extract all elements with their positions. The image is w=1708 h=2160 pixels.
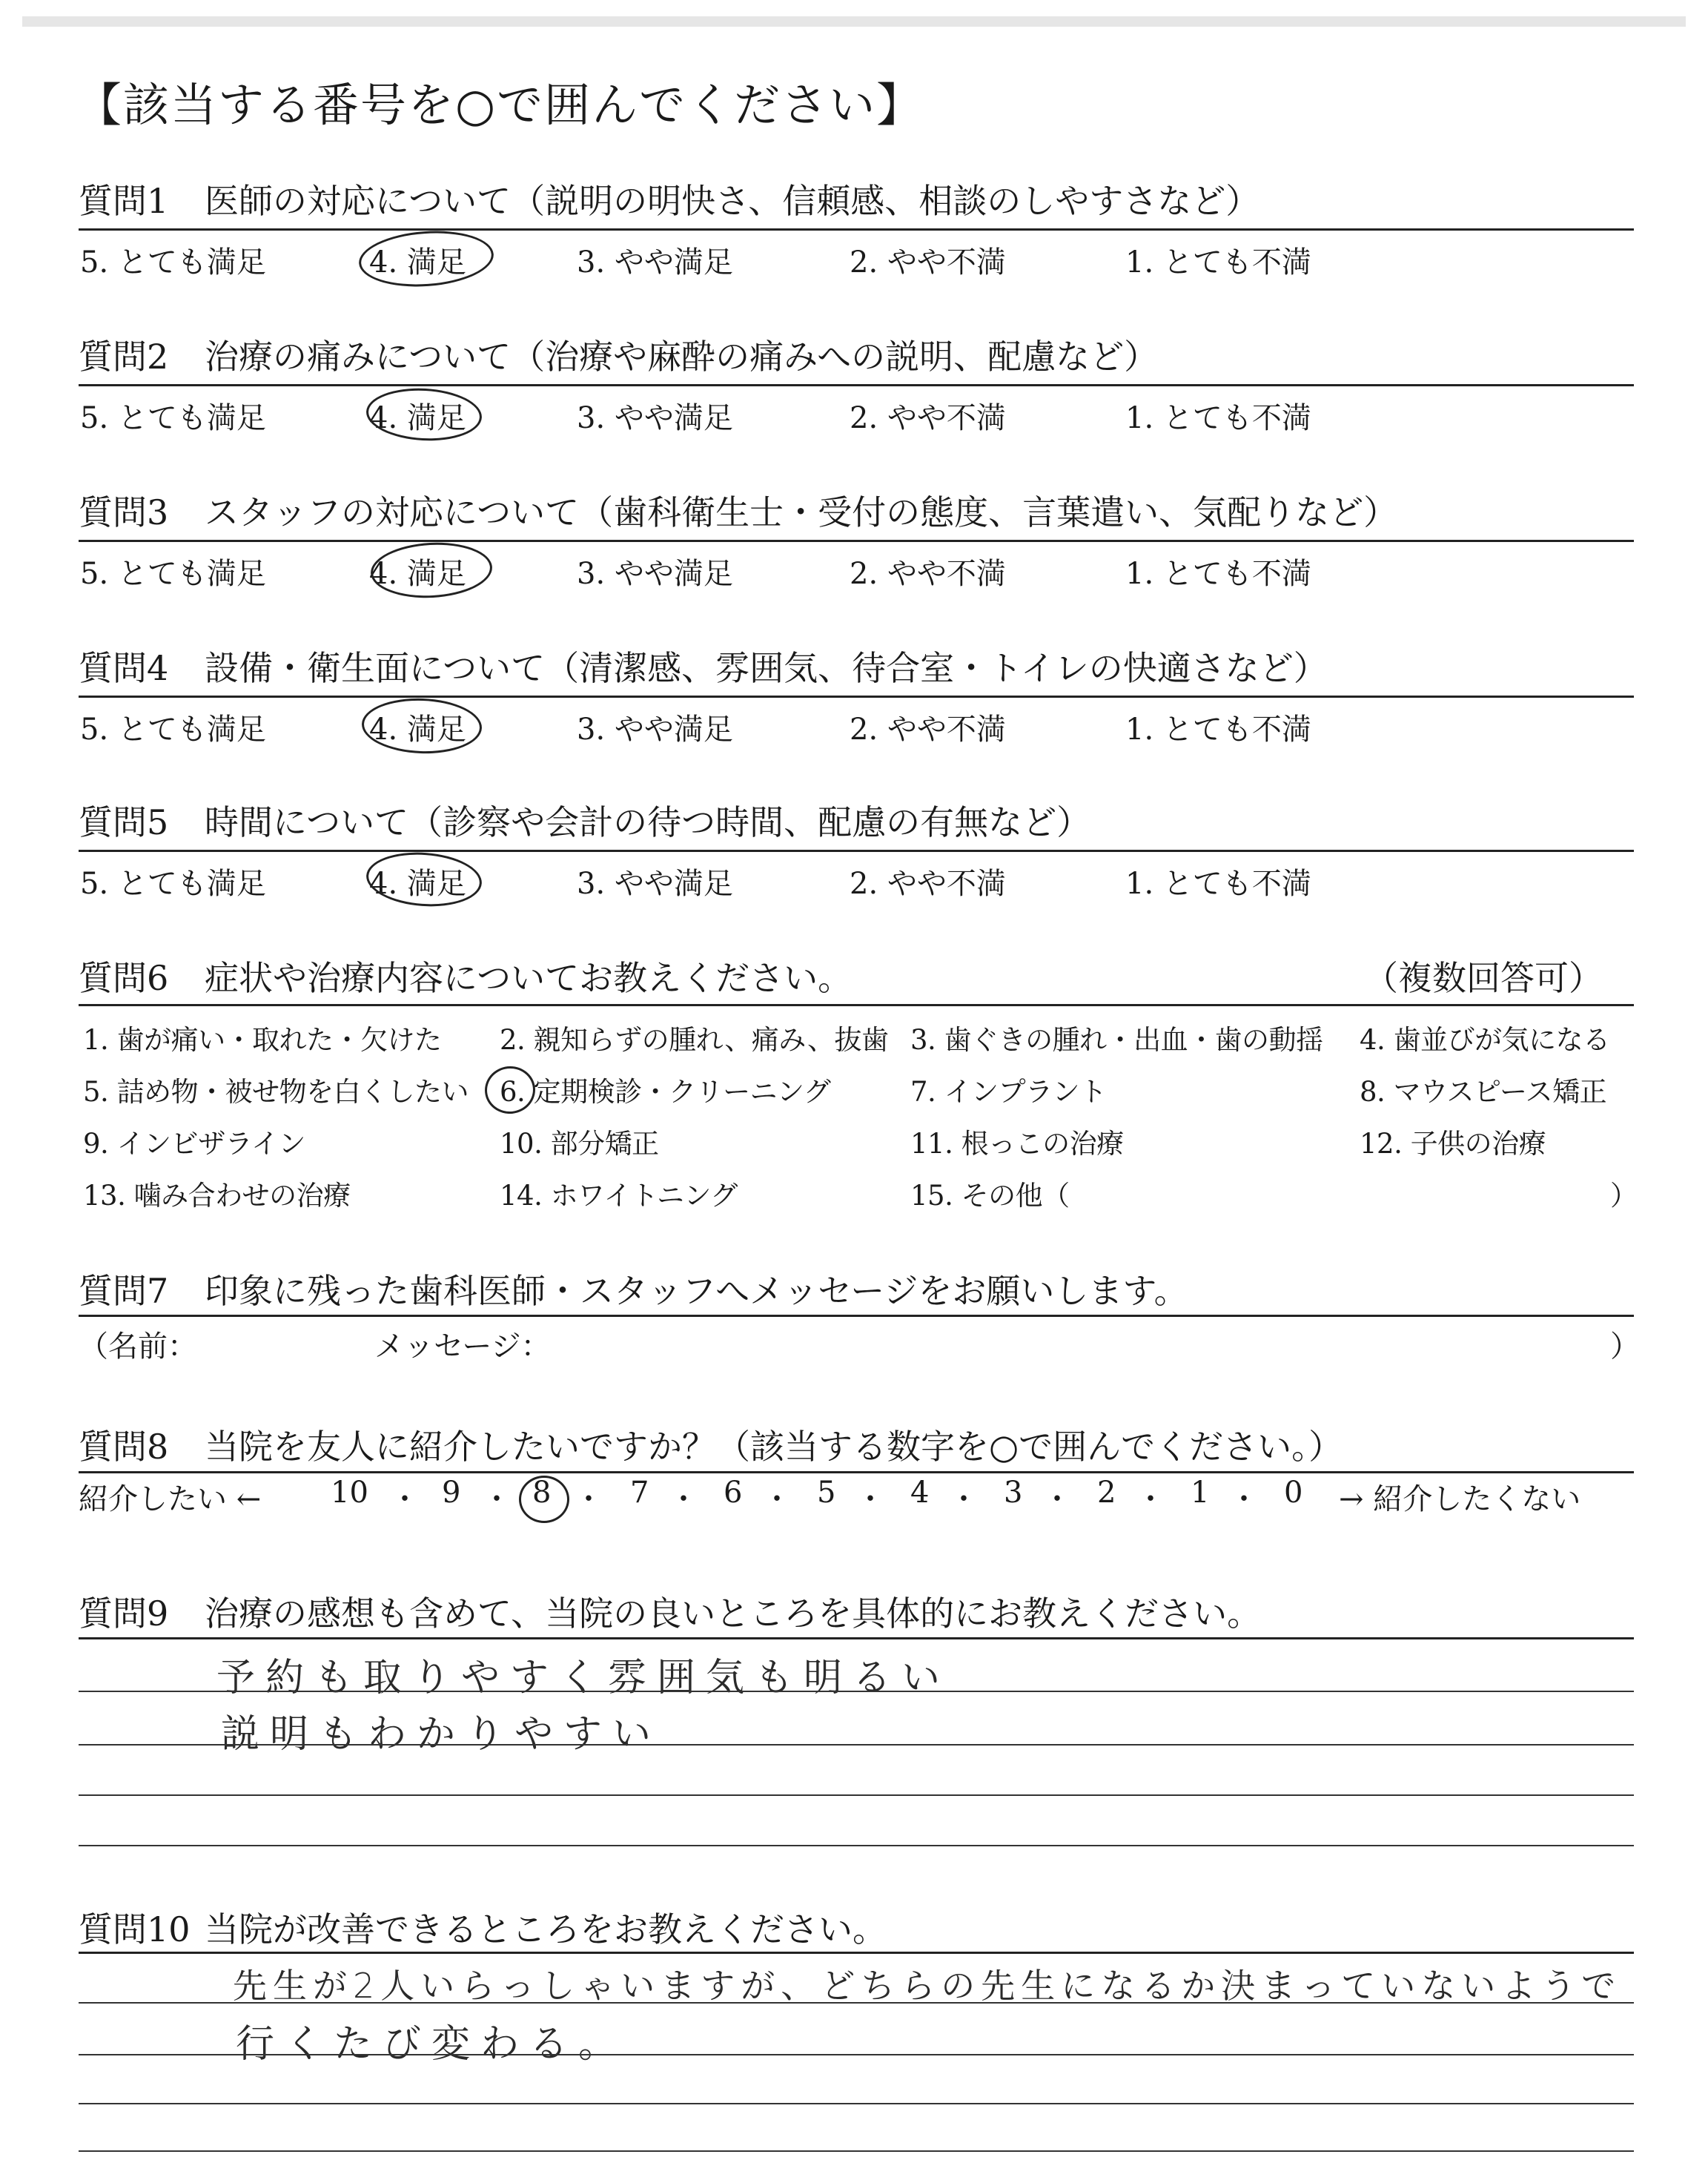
question-3-title: 質問3 スタッフの対応について（歯科衛生士・受付の態度、言葉遣い、気配りなど） — [79, 492, 1398, 532]
q8-dot: ・ — [1136, 1482, 1165, 1516]
writing-line — [79, 2054, 1634, 2055]
q5-option-2[interactable]: 2. やや不満 — [850, 867, 1006, 901]
q6-other-close-paren: ） — [1610, 1180, 1638, 1212]
scan-top-edge — [22, 16, 1686, 27]
question-2-rule — [79, 384, 1634, 386]
q8-score-2[interactable]: 2 — [1097, 1476, 1116, 1510]
question-5-title: 質問5 時間について（診察や会計の待つ時間、配慮の有無など） — [79, 802, 1091, 842]
q8-score-1[interactable]: 1 — [1191, 1476, 1210, 1510]
q6-option-10[interactable]: 10. 部分矯正 — [500, 1128, 659, 1160]
q5-option-1[interactable]: 1. とても不満 — [1125, 867, 1311, 901]
q6-option-11[interactable]: 11. 根っこの治療 — [910, 1128, 1124, 1160]
q6-option-5[interactable]: 5. 詰め物・被せ物を白くしたい — [83, 1076, 469, 1108]
q8-dot: ・ — [762, 1482, 792, 1516]
question-4-title: 質問4 設備・衛生面について（清潔感、雰囲気、待合室・トイレの快適さなど） — [79, 648, 1328, 688]
q8-dot: ・ — [949, 1482, 979, 1516]
question-10-title: 質問10 当院が改善できるところをお教えください。 — [79, 1909, 887, 1949]
q8-selection-circle — [519, 1476, 569, 1523]
question-1-title: 質問1 医師の対応について（説明の明快さ、信頼感、相談のしやすさなど） — [79, 181, 1260, 221]
q6-option-13[interactable]: 13. 噛み合わせの治療 — [83, 1180, 351, 1212]
writing-line — [79, 2103, 1634, 2104]
q6-option-4[interactable]: 4. 歯並びが気になる — [1360, 1024, 1610, 1056]
q5-option-5[interactable]: 5. とても満足 — [80, 867, 266, 901]
q8-score-4[interactable]: 4 — [910, 1476, 930, 1510]
q4-option-1[interactable]: 1. とても不満 — [1125, 713, 1311, 747]
q1-option-4[interactable]: 4. 満足 — [369, 245, 466, 280]
writing-line — [79, 1794, 1634, 1796]
q3-option-2[interactable]: 2. やや不満 — [850, 557, 1006, 591]
question-7-title: 質問7 印象に残った歯科医師・スタッフへメッセージをお願いします。 — [79, 1271, 1188, 1311]
q6-option-3[interactable]: 3. 歯ぐきの腫れ・出血・歯の動揺 — [910, 1024, 1323, 1056]
q10-answer-line-1: 先生が2人いらっしゃいますが、どちらの先生になるか決まっていないようで — [233, 1966, 1622, 2006]
q2-option-5[interactable]: 5. とても満足 — [80, 401, 266, 435]
q8-dot: ・ — [855, 1482, 885, 1516]
q8-left-label: 紹介したい ← — [79, 1482, 262, 1516]
writing-line — [79, 1744, 1634, 1745]
question-9-rule — [79, 1637, 1634, 1639]
q8-dot: ・ — [1042, 1482, 1072, 1516]
q10-answer-line-2: 行くたび変わる。 — [236, 2022, 628, 2067]
q1-option-5[interactable]: 5. とても満足 — [80, 245, 266, 280]
q8-dot: ・ — [574, 1482, 603, 1516]
question-1-rule — [79, 228, 1634, 231]
writing-line — [79, 1691, 1634, 1692]
q3-option-5[interactable]: 5. とても満足 — [80, 557, 266, 591]
q6-option-1[interactable]: 1. 歯が痛い・取れた・欠けた — [83, 1024, 442, 1056]
q8-score-5[interactable]: 5 — [817, 1476, 836, 1510]
q2-option-4[interactable]: 4. 満足 — [369, 401, 466, 435]
q4-option-3[interactable]: 3. やや満足 — [577, 713, 733, 747]
writing-line — [79, 2002, 1634, 2004]
q2-option-1[interactable]: 1. とても不満 — [1125, 401, 1311, 435]
q2-option-3[interactable]: 3. やや満足 — [577, 401, 733, 435]
q8-dot: ・ — [1229, 1482, 1259, 1516]
q8-dot: ・ — [390, 1482, 420, 1516]
q6-option-8[interactable]: 8. マウスピース矯正 — [1360, 1076, 1607, 1108]
question-4-rule — [79, 696, 1634, 698]
question-5-rule — [79, 850, 1634, 852]
q8-dot: ・ — [482, 1482, 512, 1516]
q3-option-1[interactable]: 1. とても不満 — [1125, 557, 1311, 591]
q2-option-2[interactable]: 2. やや不満 — [850, 401, 1006, 435]
q4-option-2[interactable]: 2. やや不満 — [850, 713, 1006, 747]
q8-score-10[interactable]: 10 — [331, 1476, 368, 1510]
q8-score-3[interactable]: 3 — [1004, 1476, 1023, 1510]
question-2-title: 質問2 治療の痛みについて（治療や麻酔の痛みへの説明、配慮など） — [79, 337, 1159, 377]
q8-score-0[interactable]: 0 — [1284, 1476, 1303, 1510]
q9-answer-line-1: 予約も取りやすく雰囲気も明るい — [216, 1656, 951, 1700]
q6-option-15[interactable]: 15. その他（ — [910, 1180, 1070, 1212]
question-6-title: 質問6 症状や治療内容についてお教えください。 — [79, 958, 853, 998]
q7-close-paren: ） — [1610, 1330, 1640, 1364]
q6-option-7[interactable]: 7. インプラント — [910, 1076, 1107, 1108]
question-7-rule — [79, 1315, 1634, 1317]
q3-option-4[interactable]: 4. 満足 — [369, 557, 466, 591]
q7-message-label: メッセージ： — [374, 1330, 551, 1364]
q9-answer-line-2: 説明もわかりやすい — [221, 1712, 662, 1757]
q8-score-9[interactable]: 9 — [442, 1476, 461, 1510]
q8-score-7[interactable]: 7 — [630, 1476, 649, 1510]
question-6-note: （複数回答可） — [1364, 958, 1603, 998]
q6-option-9[interactable]: 9. インビザライン — [83, 1128, 305, 1160]
question-9-title: 質問9 治療の感想も含めて、当院の良いところを具体的にお教えください。 — [79, 1593, 1262, 1634]
q6-option-12[interactable]: 12. 子供の治療 — [1360, 1128, 1546, 1160]
form-heading: 【該当する番号を○で囲んでください】 — [76, 78, 924, 132]
q6-option-14[interactable]: 14. ホワイトニング — [500, 1180, 738, 1212]
q6-option-6[interactable]: 6. 定期検診・クリーニング — [500, 1076, 831, 1108]
question-8-title: 質問8 当院を友人に紹介したいですか？（該当する数字を○で囲んでください。） — [79, 1427, 1343, 1467]
writing-line — [79, 2150, 1634, 2152]
q1-selection-circle — [357, 227, 496, 291]
q5-option-4[interactable]: 4. 満足 — [369, 867, 466, 901]
q8-dot: ・ — [669, 1482, 698, 1516]
q3-option-3[interactable]: 3. やや満足 — [577, 557, 733, 591]
q1-option-1[interactable]: 1. とても不満 — [1125, 245, 1311, 280]
q4-option-5[interactable]: 5. とても満足 — [80, 713, 266, 747]
question-10-rule — [79, 1952, 1634, 1954]
q8-score-6[interactable]: 6 — [724, 1476, 743, 1510]
question-6-rule — [79, 1004, 1634, 1006]
q7-name-label: （名前： — [79, 1330, 197, 1364]
q6-option-2[interactable]: 2. 親知らずの腫れ、痛み、抜歯 — [500, 1024, 889, 1056]
writing-line — [79, 1845, 1634, 1846]
q5-option-3[interactable]: 3. やや満足 — [577, 867, 733, 901]
q1-option-3[interactable]: 3. やや満足 — [577, 245, 733, 280]
question-8-rule — [79, 1471, 1634, 1473]
q4-option-4[interactable]: 4. 満足 — [369, 713, 466, 747]
question-3-rule — [79, 540, 1634, 542]
q8-score-8[interactable]: 8 — [532, 1476, 552, 1510]
q1-option-2[interactable]: 2. やや不満 — [850, 245, 1006, 280]
q8-right-label: → 紹介したくない — [1339, 1482, 1581, 1516]
